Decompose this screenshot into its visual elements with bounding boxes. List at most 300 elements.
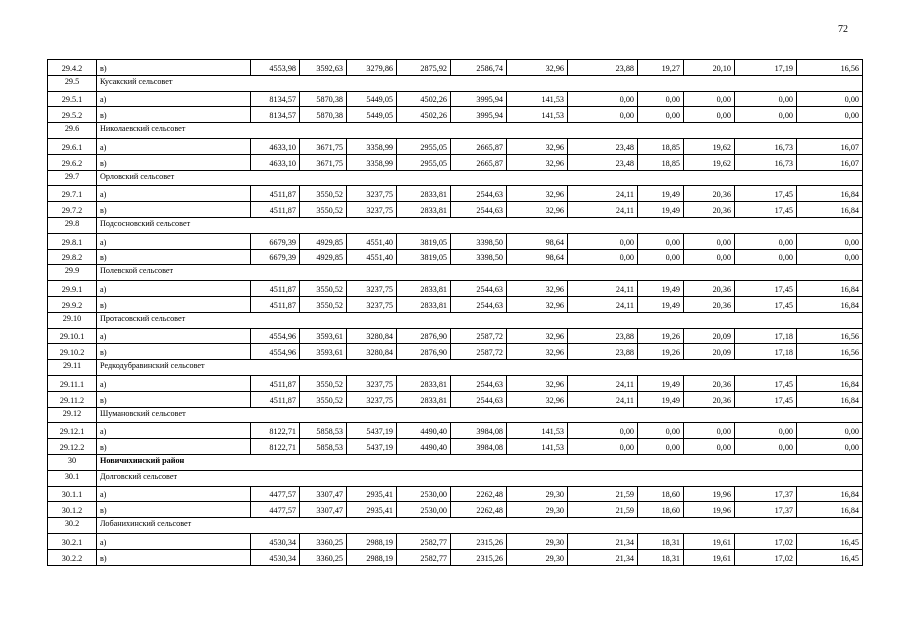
value-cell: 32,96 (507, 281, 568, 297)
row-code: 29.7.2 (48, 202, 97, 218)
section-row (48, 454, 863, 470)
value-cell: 21,59 (568, 486, 638, 502)
value-cell: 4511,87 (251, 186, 300, 202)
row-label: в) (97, 296, 251, 312)
value-cell: 3237,75 (347, 281, 397, 297)
value-cell: 17,18 (735, 328, 797, 344)
value-cell: 4530,34 (251, 549, 300, 565)
value-cell: 20,09 (684, 328, 735, 344)
value-cell: 6679,39 (251, 249, 300, 265)
value-cell: 17,02 (735, 533, 797, 549)
value-cell: 17,02 (735, 549, 797, 565)
value-cell: 3995,94 (451, 107, 507, 123)
table-row (48, 91, 863, 107)
row-label: в) (97, 391, 251, 407)
value-cell: 5437,19 (347, 439, 397, 455)
value-cell: 4554,96 (251, 328, 300, 344)
value-cell: 23,88 (568, 344, 638, 360)
value-cell: 0,00 (638, 233, 684, 249)
value-cell: 0,00 (684, 233, 735, 249)
row-code: 29.6.2 (48, 154, 97, 170)
row-label: а) (97, 138, 251, 154)
value-cell: 19,26 (638, 328, 684, 344)
row-code: 29.6.1 (48, 138, 97, 154)
value-cell: 2665,87 (451, 138, 507, 154)
value-cell: 20,36 (684, 375, 735, 391)
value-cell: 19,61 (684, 549, 735, 565)
value-cell: 3550,52 (300, 186, 347, 202)
value-cell: 3360,25 (300, 549, 347, 565)
row-code: 29.6 (48, 123, 97, 139)
value-cell: 4490,40 (397, 423, 451, 439)
value-cell: 0,00 (735, 107, 797, 123)
section-row (48, 123, 863, 139)
value-cell: 8134,57 (251, 91, 300, 107)
row-code: 29.9.2 (48, 296, 97, 312)
value-cell: 17,37 (735, 486, 797, 502)
value-cell: 20,09 (684, 344, 735, 360)
value-cell: 2586,74 (451, 60, 507, 76)
value-cell: 3360,25 (300, 533, 347, 549)
value-cell: 2988,19 (347, 549, 397, 565)
value-cell: 0,00 (735, 91, 797, 107)
table-row (48, 107, 863, 123)
row-label: в) (97, 249, 251, 265)
row-label: а) (97, 281, 251, 297)
row-label: а) (97, 233, 251, 249)
row-code: 29.5.2 (48, 107, 97, 123)
table-row (48, 549, 863, 565)
value-cell: 0,00 (568, 423, 638, 439)
value-cell: 16,84 (797, 486, 863, 502)
table-row (48, 233, 863, 249)
value-cell: 5449,05 (347, 91, 397, 107)
table-row (48, 328, 863, 344)
value-cell: 141,53 (507, 423, 568, 439)
value-cell: 17,45 (735, 296, 797, 312)
section-title: Протасовский сельсовет (97, 312, 863, 328)
value-cell: 0,00 (684, 107, 735, 123)
value-cell: 18,60 (638, 486, 684, 502)
row-label: а) (97, 486, 251, 502)
value-cell: 3819,05 (397, 233, 451, 249)
value-cell: 19,49 (638, 296, 684, 312)
table-row (48, 202, 863, 218)
value-cell: 0,00 (684, 249, 735, 265)
value-cell: 2544,63 (451, 186, 507, 202)
value-cell: 0,00 (797, 249, 863, 265)
value-cell: 16,45 (797, 549, 863, 565)
value-cell: 16,73 (735, 154, 797, 170)
value-cell: 2262,48 (451, 486, 507, 502)
value-cell: 23,88 (568, 328, 638, 344)
value-cell: 16,56 (797, 60, 863, 76)
value-cell: 0,00 (684, 423, 735, 439)
value-cell: 19,96 (684, 486, 735, 502)
value-cell: 4502,26 (397, 107, 451, 123)
value-cell: 24,11 (568, 202, 638, 218)
row-label: в) (97, 549, 251, 565)
table-row (48, 439, 863, 455)
value-cell: 32,96 (507, 186, 568, 202)
value-cell: 21,34 (568, 533, 638, 549)
value-cell: 5858,53 (300, 439, 347, 455)
value-cell: 16,07 (797, 138, 863, 154)
value-cell: 2582,77 (397, 533, 451, 549)
value-cell: 0,00 (638, 423, 684, 439)
value-cell: 19,26 (638, 344, 684, 360)
row-code: 29.10.2 (48, 344, 97, 360)
value-cell: 4511,87 (251, 391, 300, 407)
value-cell: 3671,75 (300, 138, 347, 154)
value-cell: 29,30 (507, 486, 568, 502)
value-cell: 19,49 (638, 391, 684, 407)
row-label: а) (97, 375, 251, 391)
value-cell: 3237,75 (347, 186, 397, 202)
value-cell: 16,45 (797, 533, 863, 549)
value-cell: 2876,90 (397, 328, 451, 344)
value-cell: 0,00 (568, 439, 638, 455)
value-cell: 3593,61 (300, 328, 347, 344)
value-cell: 32,96 (507, 60, 568, 76)
value-cell: 16,07 (797, 154, 863, 170)
table-row (48, 533, 863, 549)
row-code: 29.10 (48, 312, 97, 328)
value-cell: 18,85 (638, 154, 684, 170)
row-code: 29.9.1 (48, 281, 97, 297)
value-cell: 3280,84 (347, 328, 397, 344)
value-cell: 24,11 (568, 296, 638, 312)
value-cell: 0,00 (735, 439, 797, 455)
row-code: 30.2 (48, 518, 97, 534)
value-cell: 24,11 (568, 375, 638, 391)
row-code: 29.4.2 (48, 60, 97, 76)
row-label: в) (97, 202, 251, 218)
value-cell: 17,45 (735, 391, 797, 407)
value-cell: 32,96 (507, 328, 568, 344)
value-cell: 0,00 (568, 233, 638, 249)
value-cell: 32,96 (507, 391, 568, 407)
value-cell: 24,11 (568, 391, 638, 407)
value-cell: 32,96 (507, 296, 568, 312)
section-row (48, 75, 863, 91)
section-title: Подсосновский сельсовет (97, 217, 863, 233)
value-cell: 0,00 (638, 439, 684, 455)
value-cell: 20,36 (684, 202, 735, 218)
section-row (48, 170, 863, 186)
value-cell: 2530,00 (397, 486, 451, 502)
row-label: в) (97, 60, 251, 76)
section-row (48, 518, 863, 534)
value-cell: 2582,77 (397, 549, 451, 565)
value-cell: 4929,85 (300, 249, 347, 265)
value-cell: 5858,53 (300, 423, 347, 439)
value-cell: 18,31 (638, 549, 684, 565)
value-cell: 0,00 (797, 233, 863, 249)
value-cell: 3984,08 (451, 423, 507, 439)
row-label: в) (97, 107, 251, 123)
value-cell: 2587,72 (451, 328, 507, 344)
value-cell: 19,49 (638, 202, 684, 218)
value-cell: 3593,61 (300, 344, 347, 360)
value-cell: 3550,52 (300, 296, 347, 312)
row-label: а) (97, 328, 251, 344)
value-cell: 2833,81 (397, 391, 451, 407)
section-title: Новичихинский район (97, 454, 863, 470)
value-cell: 3550,52 (300, 281, 347, 297)
value-cell: 4551,40 (347, 233, 397, 249)
section-row (48, 407, 863, 423)
value-cell: 29,30 (507, 502, 568, 518)
section-row (48, 265, 863, 281)
tariff-table (47, 59, 863, 566)
value-cell: 19,49 (638, 375, 684, 391)
value-cell: 16,84 (797, 186, 863, 202)
value-cell: 3237,75 (347, 296, 397, 312)
table-row (48, 391, 863, 407)
section-title: Кусакский сельсовет (97, 75, 863, 91)
value-cell: 16,56 (797, 328, 863, 344)
value-cell: 2988,19 (347, 533, 397, 549)
section-title: Редкодубравинский сельсовет (97, 360, 863, 376)
value-cell: 141,53 (507, 91, 568, 107)
value-cell: 2665,87 (451, 154, 507, 170)
row-code: 30.1.1 (48, 486, 97, 502)
value-cell: 4929,85 (300, 233, 347, 249)
row-code: 30.1 (48, 470, 97, 486)
value-cell: 2955,05 (397, 154, 451, 170)
value-cell: 20,36 (684, 391, 735, 407)
value-cell: 32,96 (507, 375, 568, 391)
value-cell: 3671,75 (300, 154, 347, 170)
value-cell: 4554,96 (251, 344, 300, 360)
value-cell: 2833,81 (397, 186, 451, 202)
value-cell: 19,61 (684, 533, 735, 549)
section-title: Долговский сельсовет (97, 470, 863, 486)
value-cell: 3237,75 (347, 202, 397, 218)
value-cell: 2544,63 (451, 296, 507, 312)
value-cell: 16,84 (797, 281, 863, 297)
value-cell: 19,49 (638, 186, 684, 202)
row-label: а) (97, 186, 251, 202)
value-cell: 16,84 (797, 391, 863, 407)
value-cell: 2935,41 (347, 486, 397, 502)
value-cell: 32,96 (507, 202, 568, 218)
value-cell: 3819,05 (397, 249, 451, 265)
section-title: Полевской сельсовет (97, 265, 863, 281)
row-code: 29.11.1 (48, 375, 97, 391)
value-cell: 4511,87 (251, 296, 300, 312)
value-cell: 20,36 (684, 296, 735, 312)
value-cell: 0,00 (797, 107, 863, 123)
value-cell: 0,00 (638, 91, 684, 107)
table-row (48, 60, 863, 76)
row-code: 29.7 (48, 170, 97, 186)
value-cell: 29,30 (507, 533, 568, 549)
value-cell: 3358,99 (347, 154, 397, 170)
value-cell: 3995,94 (451, 91, 507, 107)
value-cell: 3358,99 (347, 138, 397, 154)
value-cell: 141,53 (507, 107, 568, 123)
value-cell: 3307,47 (300, 486, 347, 502)
value-cell: 16,84 (797, 502, 863, 518)
value-cell: 4633,10 (251, 138, 300, 154)
value-cell: 4511,87 (251, 202, 300, 218)
section-row (48, 217, 863, 233)
value-cell: 0,00 (797, 439, 863, 455)
table-body (48, 60, 863, 566)
section-title: Орловский сельсовет (97, 170, 863, 186)
table-row (48, 502, 863, 518)
value-cell: 17,19 (735, 60, 797, 76)
value-cell: 20,36 (684, 281, 735, 297)
value-cell: 3279,86 (347, 60, 397, 76)
row-code: 29.12 (48, 407, 97, 423)
value-cell: 4530,34 (251, 533, 300, 549)
value-cell: 19,49 (638, 281, 684, 297)
section-row (48, 360, 863, 376)
table-row (48, 186, 863, 202)
value-cell: 2262,48 (451, 502, 507, 518)
row-code: 29.8.1 (48, 233, 97, 249)
value-cell: 3550,52 (300, 391, 347, 407)
value-cell: 23,48 (568, 138, 638, 154)
table-row (48, 281, 863, 297)
value-cell: 16,84 (797, 202, 863, 218)
value-cell: 0,00 (797, 423, 863, 439)
value-cell: 19,62 (684, 138, 735, 154)
row-label: а) (97, 91, 251, 107)
value-cell: 3984,08 (451, 439, 507, 455)
value-cell: 23,88 (568, 60, 638, 76)
value-cell: 2833,81 (397, 281, 451, 297)
value-cell: 0,00 (684, 91, 735, 107)
row-code: 29.8 (48, 217, 97, 233)
value-cell: 4511,87 (251, 375, 300, 391)
value-cell: 2833,81 (397, 375, 451, 391)
value-cell: 8122,71 (251, 439, 300, 455)
value-cell: 21,34 (568, 549, 638, 565)
row-code: 30 (48, 454, 97, 470)
value-cell: 16,73 (735, 138, 797, 154)
value-cell: 5870,38 (300, 107, 347, 123)
row-label: а) (97, 533, 251, 549)
row-code: 29.9 (48, 265, 97, 281)
value-cell: 3280,84 (347, 344, 397, 360)
value-cell: 16,84 (797, 296, 863, 312)
row-code: 29.5 (48, 75, 97, 91)
value-cell: 4502,26 (397, 91, 451, 107)
value-cell: 5437,19 (347, 423, 397, 439)
value-cell: 3550,52 (300, 202, 347, 218)
row-code: 29.11 (48, 360, 97, 376)
value-cell: 0,00 (568, 107, 638, 123)
value-cell: 18,85 (638, 138, 684, 154)
value-cell: 5870,38 (300, 91, 347, 107)
value-cell: 2544,63 (451, 375, 507, 391)
value-cell: 0,00 (684, 439, 735, 455)
value-cell: 3237,75 (347, 375, 397, 391)
row-code: 30.1.2 (48, 502, 97, 518)
value-cell: 4633,10 (251, 154, 300, 170)
value-cell: 3398,50 (451, 233, 507, 249)
value-cell: 0,00 (638, 249, 684, 265)
value-cell: 2544,63 (451, 391, 507, 407)
value-cell: 141,53 (507, 439, 568, 455)
value-cell: 20,36 (684, 186, 735, 202)
value-cell: 29,30 (507, 549, 568, 565)
row-label: в) (97, 439, 251, 455)
value-cell: 8134,57 (251, 107, 300, 123)
value-cell: 6679,39 (251, 233, 300, 249)
value-cell: 0,00 (797, 91, 863, 107)
value-cell: 4551,40 (347, 249, 397, 265)
value-cell: 4553,98 (251, 60, 300, 76)
value-cell: 3237,75 (347, 391, 397, 407)
value-cell: 0,00 (735, 423, 797, 439)
value-cell: 2875,92 (397, 60, 451, 76)
row-code: 29.8.2 (48, 249, 97, 265)
value-cell: 19,27 (638, 60, 684, 76)
table-row (48, 154, 863, 170)
value-cell: 18,60 (638, 502, 684, 518)
value-cell: 17,37 (735, 502, 797, 518)
value-cell: 0,00 (735, 233, 797, 249)
value-cell: 4511,87 (251, 281, 300, 297)
table-row (48, 375, 863, 391)
value-cell: 2876,90 (397, 344, 451, 360)
section-title: Лобанихинский сельсовет (97, 518, 863, 534)
section-title: Николаевский сельсовет (97, 123, 863, 139)
value-cell: 2587,72 (451, 344, 507, 360)
value-cell: 3398,50 (451, 249, 507, 265)
value-cell: 0,00 (568, 91, 638, 107)
value-cell: 2833,81 (397, 296, 451, 312)
row-label: в) (97, 344, 251, 360)
section-row (48, 312, 863, 328)
value-cell: 3307,47 (300, 502, 347, 518)
row-label: а) (97, 423, 251, 439)
value-cell: 4477,57 (251, 486, 300, 502)
value-cell: 18,31 (638, 533, 684, 549)
value-cell: 0,00 (638, 107, 684, 123)
row-label: в) (97, 154, 251, 170)
page-number: 72 (838, 24, 848, 35)
value-cell: 2315,26 (451, 549, 507, 565)
value-cell: 2544,63 (451, 281, 507, 297)
row-code: 29.7.1 (48, 186, 97, 202)
value-cell: 0,00 (568, 249, 638, 265)
value-cell: 0,00 (735, 249, 797, 265)
value-cell: 3550,52 (300, 375, 347, 391)
table-row (48, 344, 863, 360)
row-code: 29.10.1 (48, 328, 97, 344)
value-cell: 17,45 (735, 186, 797, 202)
value-cell: 32,96 (507, 138, 568, 154)
row-code: 29.12.2 (48, 439, 97, 455)
value-cell: 20,10 (684, 60, 735, 76)
row-label: в) (97, 502, 251, 518)
value-cell: 98,64 (507, 249, 568, 265)
value-cell: 17,45 (735, 375, 797, 391)
row-code: 29.11.2 (48, 391, 97, 407)
value-cell: 32,96 (507, 344, 568, 360)
value-cell: 19,96 (684, 502, 735, 518)
table-row (48, 423, 863, 439)
row-code: 29.12.1 (48, 423, 97, 439)
value-cell: 2955,05 (397, 138, 451, 154)
value-cell: 2833,81 (397, 202, 451, 218)
